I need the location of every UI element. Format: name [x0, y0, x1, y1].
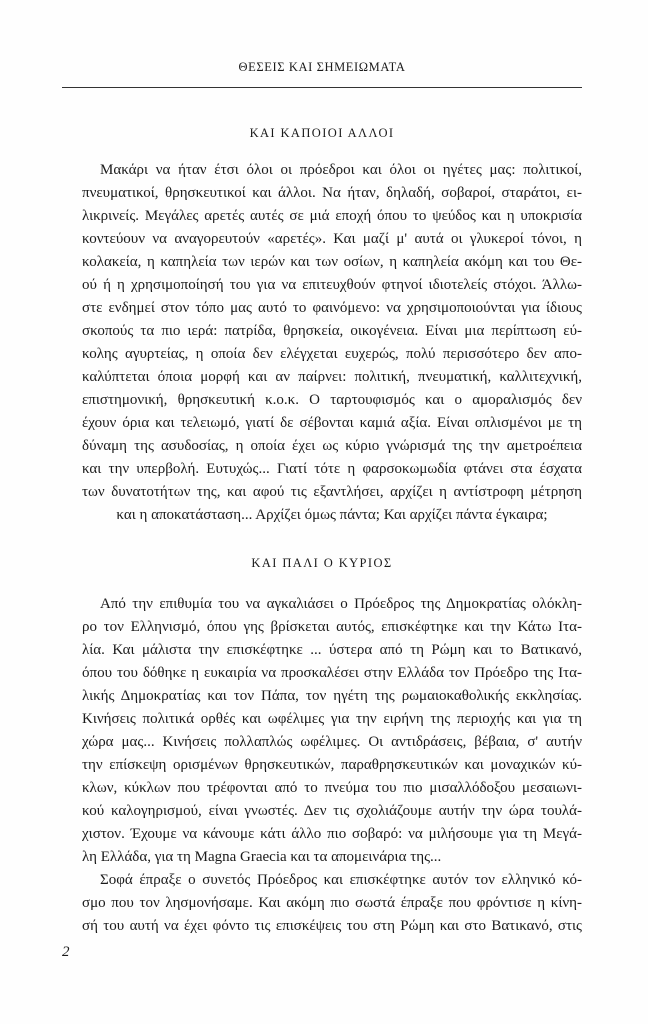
section-body-kai-pali-o-kyrios: [82, 593, 582, 938]
text-line: και η αποκατάσταση... Αρχίζει όμως πάντα; Και αρχίζει πάντα έγκαιρα;: [116, 507, 548, 523]
text-line: Κινήσεις πολιτικά ορθές και ωφέλιμες για την ειρήνη της περιοχής και για τη: [82, 711, 582, 727]
text-line: κοντεύουν να αναγορευτούν «αρετές». Και μαζί μ' αυτά οι γλυκεροί τόνοι, η: [82, 231, 582, 247]
text-line: την επίσκεψη ορισμένων θρησκευτικών, παραθρησκευτικών και μοναχικών κύ-: [82, 757, 582, 773]
text-line: λικρινείς. Μεγάλες αρετές αυτές σε μιά εποχή όπου το ψεύδος και η υποκρισία: [82, 208, 582, 224]
text-line: Από την επιθυμία του να αγκαλιάσει ο Πρόεδρος της Δημοκρατίας ολόκλη-: [100, 596, 582, 612]
text-line: των δυνατοτήτων της, και αφού τις εξαντλήσει, αρχίζει η αντίστροφη μέτρηση: [82, 484, 582, 500]
text-line: ρο τον Ελληνισμό, όπου γης βρίσκεται αυτός, επισκέφτηκε και την Κάτω Ιτα-: [82, 619, 582, 635]
text-line: κολακεία, η καπηλεία των ιερών και των οσίων, η καπηλεία ακόμη και του Θε-: [82, 254, 582, 270]
text-line: ού ή η χρησιμοποίησή του για να επιτευχθούν φτηνοί ιδιοτελείς στόχοι. Άλλω-: [82, 277, 582, 293]
text-line: επιστημονική, θρησκευτική κ.ο.κ. Ο ταρτουφισμός και ο αμοραλισμός δεν: [82, 392, 582, 408]
text-line: και την υπερβολή. Ευτυχώς... Γιατί τότε η φαρσοκωμωδία φτάνει στα έσχατα: [82, 461, 582, 477]
section-title-kai-pali-o-kyrios: ΚΑΙ ΠΑΛΙ Ο ΚΥΡΙΟΣ: [251, 556, 393, 570]
text-line: όπου του δόθηκε η ευκαιρία να προσκαλέσει στην Ελλάδα τον Πρόεδρο της Ιτα-: [82, 665, 582, 681]
text-line: έχουν όρια και τελειωμό, γιατί δε σέβονται καμιά αξία. Είναι οπλισμένοι με τη: [82, 415, 582, 431]
text-line: χιστον. Έχουμε να κάνουμε κάτι άλλο πιο σοβαρό: να μιλήσουμε για τη Μεγά-: [82, 826, 582, 842]
text-line: δύναμη της ασυδοσίας, η οποία έχει ως κύριο γνώρισμά της την αμετροέπεια: [82, 438, 582, 454]
text-line: πνευματικοί, θρησκευτικοί και άλλοι. Να ήταν, δηλαδή, σοβαροί, σταράτοι, ει-: [82, 185, 582, 201]
page-number: 2: [62, 944, 70, 960]
running-head: ΘΕΣΕΙΣ ΚΑΙ ΣΗΜΕΙΩΜΑΤΑ: [238, 60, 406, 74]
text-line: λη Ελλάδα, για τη Magna Graecia και τα απομεινάρια της...: [82, 849, 442, 865]
text-line: Σοφά έπραξε ο συνετός Πρόεδρος και επισκέφτηκε αυτόν τον ελληνικό κό-: [100, 872, 582, 888]
text-line: καλύπτεται όποια μορφή και αν παίρνει: πολιτική, πνευματική, καλλιτεχνική,: [82, 369, 582, 385]
text-line: κολης αγυρτείας, η οποία δεν ελέγχεται ευχερώς, πολύ περισσότερο δεν απο-: [82, 346, 582, 362]
header-rule: [62, 87, 582, 88]
section-body-kai-kapoioi-alloi: [82, 159, 582, 527]
text-line: σή του αυτή να έχει φόντο τις επισκέψεις του στη Ρώμη και στο Βατικανό, στις: [82, 918, 582, 934]
section-title-kai-kapoioi-alloi: ΚΑΙ ΚΑΠΟΙΟΙ ΑΛΛΟΙ: [249, 126, 395, 140]
text-line: χώρα μας... Κινήσεις πολλαπλώς ωφέλιμες. Οι αντιδράσεις, βέβαια, σ' αυτήν: [82, 734, 582, 750]
text-line: λικής Δημοκρατίας και τον Πάπα, τον ηγέτη της ρωμαιοκαθολικής εκκλησίας.: [82, 688, 582, 704]
text-line: σκοπούς τα πιο ιερά: πατρίδα, θρησκεία, οικογένεια. Είναι μια περίπτωση εύ-: [82, 323, 582, 339]
text-line: σμο που τον λησμονήσαμε. Και ακόμη πιο σωστά έπραξε που φρόντισε η κίνη-: [82, 895, 582, 911]
text-line: κού καλογηρισμού, είναι γνωστές. Δεν τις σχολιάζουμε αυτήν την ώρα τουλά-: [82, 803, 582, 819]
text-line: λία. Και μάλιστα την επισκέφτηκε ... ύστερα από τη Ρώμη και το Βατικανό,: [82, 642, 582, 658]
text-line: στε ενδημεί στον τόπο μας αυτό το φαινόμενο: να χρησιμοποιούνται για ίδιους: [82, 300, 582, 316]
text-line: Μακάρι να ήταν έτσι όλοι οι πρόεδροι και όλοι οι ηγέτες μας: πολιτικοί,: [100, 162, 582, 178]
text-line: κλων, κύκλων που τρέφονται από το πνεύμα του πιο μισαλλόδοξου μεσαιωνι-: [82, 780, 582, 796]
